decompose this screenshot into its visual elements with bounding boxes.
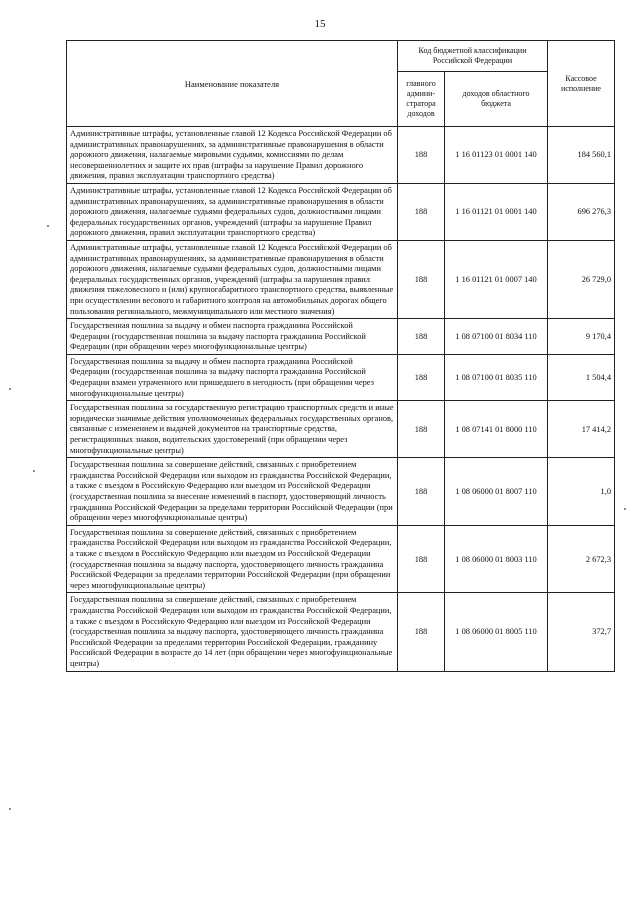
header-name: Наименование показателя bbox=[67, 41, 398, 127]
margin-mark bbox=[9, 808, 11, 810]
table-row bbox=[67, 183, 615, 240]
row-amount-cell: 17 414,2 bbox=[548, 401, 615, 458]
margin-mark bbox=[9, 388, 11, 390]
row-income-code-cell: 1 08 07100 01 8034 110 bbox=[445, 319, 548, 355]
row-name-cell: Государственная пошлина за государственную регистрацию транспортных средств и иные юридически значимые действия уполномоченных федеральных государственных органов, связанные с изменением и выдачей документов на транспортные средства, регистрационных знаков, водительских удостоверений (при обращении через многофункциональные центры) bbox=[67, 401, 398, 458]
row-amount-cell: 184 560,1 bbox=[548, 127, 615, 184]
margin-mark bbox=[47, 225, 49, 227]
row-name-cell: Государственная пошлина за выдачу и обмен паспорта гражданина Российской Федерации (государственная пошлина за выдачу паспорта гражданина Российской Федерации (при обращении через многофункциональные центры) bbox=[67, 319, 398, 355]
row-name-cell: Государственная пошлина за выдачу и обмен паспорта гражданина Российской Федерации (государственная пошлина за выдачу паспорта гражданина Российской Федерации взамен утраченного или пришедшего в негодность (при обращении через многофункциональные центры) bbox=[67, 354, 398, 400]
row-name-cell: Административные штрафы, установленные главой 12 Кодекса Российской Федерации об административных правонарушениях, за административные правонарушения в области дорожного движения, налагаемые судьями федеральных судов, должностными лицами федеральных государственных органов, учреждений (штрафы за нарушение Правил дорожного движения, правил эксплуатации транспортного средства) bbox=[67, 183, 398, 240]
table-row bbox=[67, 240, 615, 318]
budget-table bbox=[66, 40, 615, 672]
row-admin-code-cell: 188 bbox=[398, 240, 445, 318]
row-income-code-cell: 1 08 07100 01 8035 110 bbox=[445, 354, 548, 400]
row-admin-code-cell: 188 bbox=[398, 458, 445, 526]
table-row bbox=[67, 525, 615, 593]
row-income-code-cell: 1 16 01123 01 0001 140 bbox=[445, 127, 548, 184]
header-amount: Кассовое исполнение bbox=[548, 41, 615, 127]
row-admin-code-cell: 188 bbox=[398, 354, 445, 400]
margin-mark bbox=[624, 508, 626, 510]
table-row bbox=[67, 593, 615, 671]
header-row-1 bbox=[67, 41, 615, 72]
row-income-code-cell: 1 08 06000 01 8007 110 bbox=[445, 458, 548, 526]
row-admin-code-cell: 188 bbox=[398, 183, 445, 240]
table-row bbox=[67, 127, 615, 184]
row-amount-cell: 9 170,4 bbox=[548, 319, 615, 355]
table-body bbox=[67, 127, 615, 672]
row-amount-cell: 26 729,0 bbox=[548, 240, 615, 318]
row-amount-cell: 1,0 bbox=[548, 458, 615, 526]
row-income-code-cell: 1 08 06000 01 8005 110 bbox=[445, 593, 548, 671]
row-income-code-cell: 1 08 06000 01 8003 110 bbox=[445, 525, 548, 593]
row-income-code-cell: 1 16 01121 01 0001 140 bbox=[445, 183, 548, 240]
table-row bbox=[67, 458, 615, 526]
margin-mark bbox=[33, 470, 35, 472]
header-income-code: доходов областного бюджета bbox=[445, 72, 548, 127]
table-row bbox=[67, 401, 615, 458]
row-admin-code-cell: 188 bbox=[398, 525, 445, 593]
row-admin-code-cell: 188 bbox=[398, 127, 445, 184]
header-code-group: Код бюджетной классификации Российской Федерации bbox=[398, 41, 548, 72]
row-income-code-cell: 1 16 01121 01 0007 140 bbox=[445, 240, 548, 318]
row-admin-code-cell: 188 bbox=[398, 401, 445, 458]
row-amount-cell: 696 276,3 bbox=[548, 183, 615, 240]
row-name-cell: Государственная пошлина за совершение действий, связанных с приобретением гражданства Российской Федерации или выходом из гражданства Российской Федерации, а также с въездом в Российскую Федерацию или выездом из Российской Федерации (государственная пошлина за выдачу паспорта, удостоверяющего личность гражданина Российской Федерации за пределами территории Российской Федерации (при обращении через многофункциональные центры) bbox=[67, 525, 398, 593]
row-amount-cell: 372,7 bbox=[548, 593, 615, 671]
row-name-cell: Государственная пошлина за совершение действий, связанных с приобретением гражданства Российской Федерации или выходом из гражданства Российской Федерации, а также с въездом в Российскую Федерацию или выездом из Российской Федерации (государственная пошлина за внесение изменений в паспорт, удостоверяющий личность гражданина Российской Федерации за пределами территории Российской Федерации (при обращении через многофункциональные центры) bbox=[67, 458, 398, 526]
row-amount-cell: 1 504,4 bbox=[548, 354, 615, 400]
row-name-cell: Административные штрафы, установленные главой 12 Кодекса Российской Федерации об административных правонарушениях, за административные правонарушения в области дорожного движения, налагаемые мировыми судьями, комиссиями по делам несовершеннолетних и защите их прав (штрафы за нарушение Правил дорожного движения, правил эксплуатации транспортного средства) bbox=[67, 127, 398, 184]
row-amount-cell: 2 672,3 bbox=[548, 525, 615, 593]
row-name-cell: Государственная пошлина за совершение действий, связанных с приобретением гражданства Российской Федерации или выходом из гражданства Российской Федерации, а также с въездом в Российскую Федерацию или выездом из Российской Федерации (государственная пошлина за выдачу паспорта, удостоверяющего личность гражданина Российской Федерации за пределами территории Российской Федерации, гражданину Российской Федерации в возрасте до 14 лет (при обращении через многофункциональные центры) bbox=[67, 593, 398, 671]
row-income-code-cell: 1 08 07141 01 8000 110 bbox=[445, 401, 548, 458]
page-number: 15 bbox=[314, 18, 326, 30]
row-admin-code-cell: 188 bbox=[398, 593, 445, 671]
row-admin-code-cell: 188 bbox=[398, 319, 445, 355]
table-row bbox=[67, 319, 615, 355]
header-admin: главного админи-стратора доходов bbox=[398, 72, 445, 127]
table-row bbox=[67, 354, 615, 400]
row-name-cell: Административные штрафы, установленные главой 12 Кодекса Российской Федерации об административных правонарушениях, за административные правонарушения в области дорожного движения, налагаемые судьями федеральных судов, должностными лицами федеральных государственных органов, учреждений (штрафы за нарушения правил движения тяжеловесного и (или) крупногабаритного транспортного средства, выявленные при осуществлении весового и габаритного контроля на автомобильных дорогах общего пользования регионального, межмуниципального или местного значения) bbox=[67, 240, 398, 318]
